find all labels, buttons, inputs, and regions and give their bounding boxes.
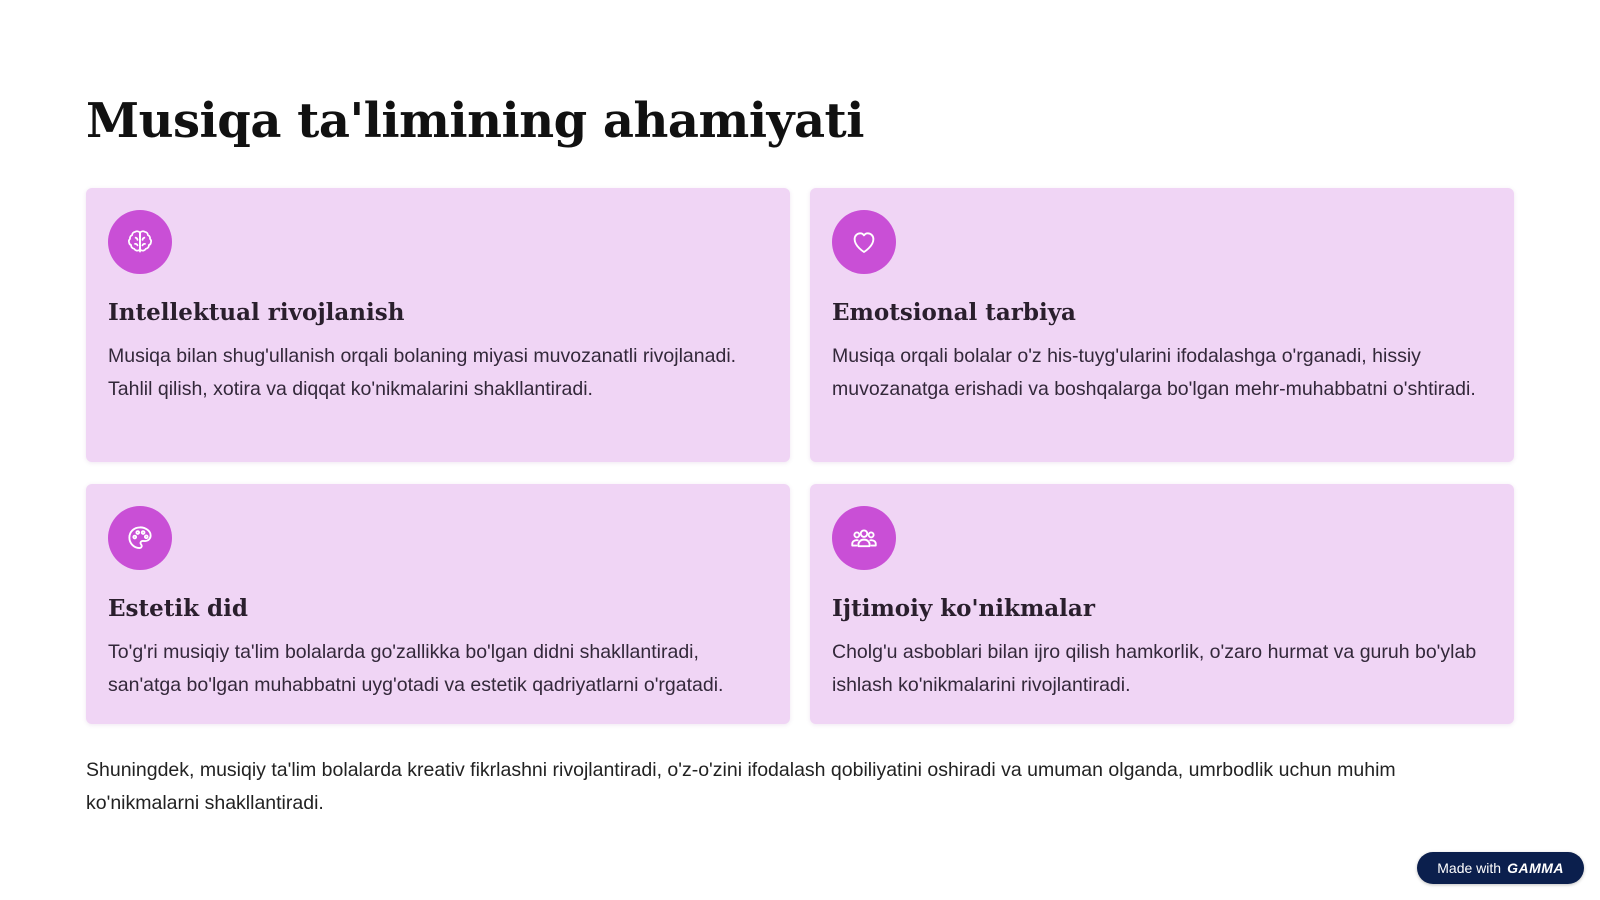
card-description: Cholg'u asboblari bilan ijro qilish hamkorlik, o'zaro hurmat va guruh bo'ylab ishlash ko'nikmalarini rivojlantiradi. (832, 641, 1477, 696)
gamma-logo: GAMMA (1507, 860, 1564, 876)
icon-badge (108, 210, 172, 274)
brain-icon (125, 227, 155, 257)
icon-badge (832, 506, 896, 570)
heart-icon (849, 227, 879, 257)
summary-paragraph: Shuningdek, musiqiy ta'lim bolalarda kreativ fikrlashni rivojlantiradi, o'z-o'zini ifodalash qobiliyatini oshiradi va umuman olganda, umrbodlik uchun muhim ko'nikmalarni shakllantiradi. (86, 759, 1396, 814)
badge-made-with-label: Made with (1437, 860, 1502, 876)
card-description: Musiqa orqali bolalar o'z his-tuyg'ularini ifodalashga o'rganadi, hissiy muvozanatga erishadi va boshqalarga bo'lgan mehr-muhabbatni o'shtiradi. (832, 345, 1476, 400)
icon-badge (832, 210, 896, 274)
card-intellektual (86, 188, 790, 462)
users-icon (849, 523, 879, 553)
icon-badge (108, 506, 172, 570)
card-title: Emotsional tarbiya (832, 299, 1076, 326)
card-emotsional (810, 188, 1514, 462)
cards-grid (86, 188, 1514, 724)
card-title: Estetik did (108, 595, 248, 622)
card-description: Musiqa bilan shug'ullanish orqali bolaning miyasi muvozanatli rivojlanadi. Tahlil qilish, xotira va diqqat ko'nikmalarini shakllantiradi. (108, 345, 737, 400)
card-estetik (86, 484, 790, 724)
card-ijtimoiy (810, 484, 1514, 724)
card-title: Ijtimoiy ko'nikmalar (832, 595, 1095, 622)
card-title: Intellektual rivojlanish (108, 299, 405, 326)
page-title: Musiqa ta'limining ahamiyati (86, 93, 864, 149)
made-with-gamma-badge[interactable] (1417, 852, 1584, 884)
card-description: To'g'ri musiqiy ta'lim bolalarda go'zallikka bo'lgan didni shakllantiradi, san'atga bo'lgan muhabbatni uyg'otadi va estetik qadriyatlarni o'rgatadi. (108, 641, 724, 696)
palette-icon (125, 523, 155, 553)
